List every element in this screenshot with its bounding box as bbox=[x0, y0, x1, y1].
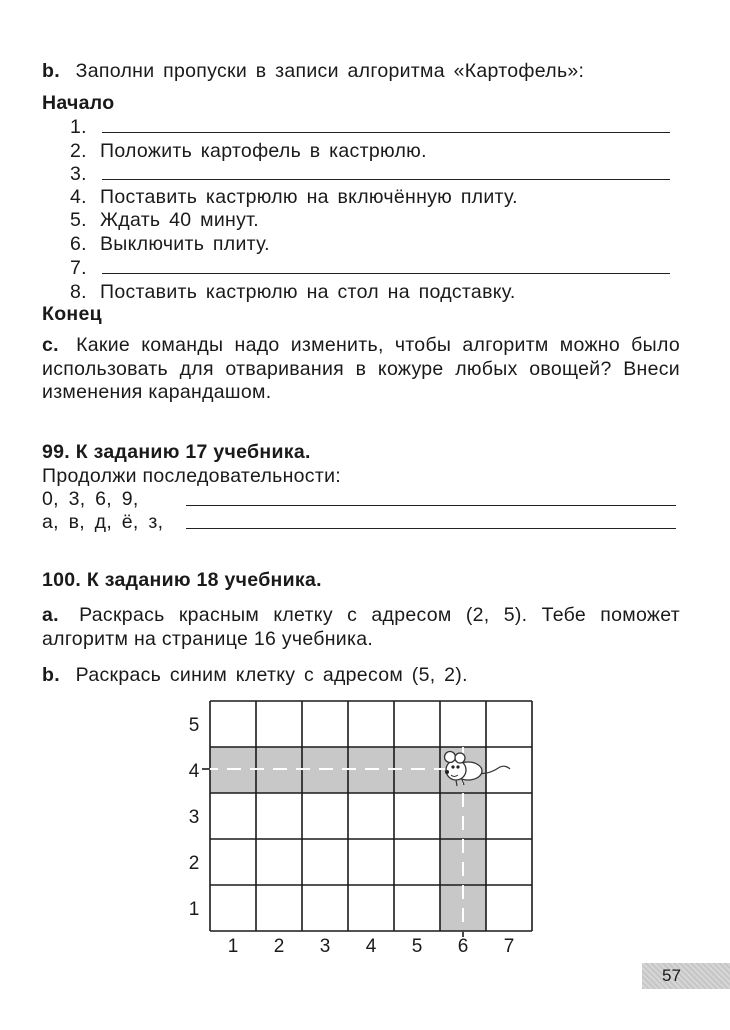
row-labels bbox=[189, 715, 200, 920]
task-100a-letter: a. bbox=[42, 604, 59, 626]
exercise-99-prompt: Продолжи последовательности: bbox=[42, 465, 341, 487]
exercise-99-heading: 99. К заданию 17 учебника. bbox=[42, 441, 311, 463]
task-c-text: Какие команды надо изменить, чтобы алгоритм можно было использовать для отваривания в кожуре любых овощей? Внеси изменения карандашом. bbox=[42, 334, 681, 403]
row-label: 1 bbox=[188, 899, 200, 920]
exercise-100-heading: 100. К заданию 18 учебника. bbox=[42, 569, 322, 591]
step-number: 6. bbox=[70, 233, 87, 255]
task-c-letter: c. bbox=[42, 334, 59, 356]
step-text: Поставить кастрюлю на стол на подставку. bbox=[100, 281, 516, 303]
algorithm-start-label: Начало bbox=[42, 92, 115, 114]
column-label: 7 bbox=[503, 936, 515, 957]
sequence-letters: а, в, д, ё, з, bbox=[42, 511, 164, 533]
row-label: 3 bbox=[188, 807, 200, 828]
row-label: 4 bbox=[188, 761, 200, 782]
sequence-numbers: 0, 3, 6, 9, bbox=[42, 488, 139, 510]
page-number-box bbox=[642, 963, 730, 989]
task-100b-letter: b. bbox=[42, 664, 60, 686]
step-text: Положить картофель в кастрюлю. bbox=[100, 140, 427, 162]
step-number: 3. bbox=[70, 163, 87, 185]
step-number: 8. bbox=[70, 281, 87, 303]
step-text: Ждать 40 минут. bbox=[100, 209, 259, 231]
column-label: 6 bbox=[457, 936, 469, 957]
step-number: 2. bbox=[70, 140, 87, 162]
task-b-letter: b. bbox=[42, 60, 60, 82]
row-label: 5 bbox=[188, 715, 200, 736]
column-label: 1 bbox=[227, 936, 239, 957]
step-number: 4. bbox=[70, 186, 87, 208]
task-100a-text: Раскрась красным клетку с адресом (2, 5). Тебе поможет алгоритм на странице 16 учебника. bbox=[42, 604, 680, 650]
column-labels bbox=[228, 936, 515, 957]
column-label: 2 bbox=[273, 936, 285, 957]
task-100b-text: Раскрась синим клетку с адресом (5, 2). bbox=[75, 664, 468, 686]
step-text: Поставить кастрюлю на включённую плиту. bbox=[100, 186, 518, 208]
row-label: 2 bbox=[188, 853, 200, 874]
page-number: 57 bbox=[662, 966, 681, 985]
step-number: 1. bbox=[70, 116, 87, 138]
column-label: 3 bbox=[319, 936, 331, 957]
column-label: 4 bbox=[365, 936, 377, 957]
step-number: 7. bbox=[70, 257, 87, 279]
step-number: 5. bbox=[70, 209, 87, 231]
step-text: Выключить плиту. bbox=[100, 233, 270, 255]
algorithm-end-label: Конец bbox=[42, 303, 102, 325]
column-label: 5 bbox=[411, 936, 423, 957]
task-b-text: Заполни пропуски в записи алгоритма «Картофель»: bbox=[75, 60, 585, 82]
